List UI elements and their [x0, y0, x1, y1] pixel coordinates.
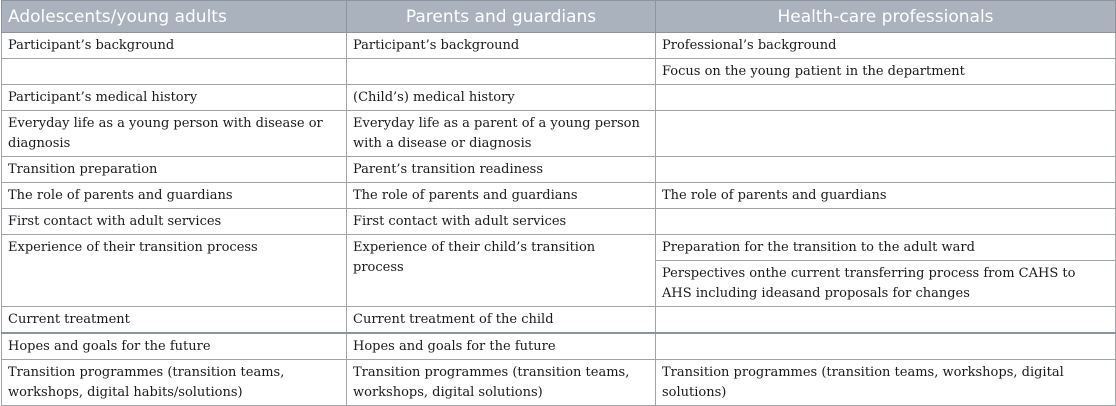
table-cell: Participant’s background — [347, 33, 656, 59]
table-cell: Experience of their child’s transition process — [347, 235, 656, 307]
table-cell: Experience of their transition process — [2, 235, 347, 307]
table-row — [2, 307, 1116, 334]
table-cell — [656, 111, 1116, 157]
table-cell — [2, 59, 347, 85]
table-cell — [656, 85, 1116, 111]
table-row — [2, 209, 1116, 235]
table-cell: The role of parents and guardians — [2, 183, 347, 209]
header-parents: Parents and guardians — [347, 1, 656, 33]
table-cell — [656, 209, 1116, 235]
table-row — [2, 360, 1116, 406]
table-cell: Participant’s medical history — [2, 85, 347, 111]
table-cell: Current treatment — [2, 307, 347, 334]
table-cell: Current treatment of the child — [347, 307, 656, 334]
table-cell: Parent’s transition readiness — [347, 157, 656, 183]
table-cell: Everyday life as a parent of a young person with a disease or diagnosis — [347, 111, 656, 157]
table-cell: The role of parents and guardians — [656, 183, 1116, 209]
table-cell: Perspectives onthe current transferring process from CAHS to AHS including ideasand proposals for changes — [656, 261, 1116, 307]
interview-guide-table — [1, 0, 1116, 406]
table-cell: Everyday life as a young person with disease or diagnosis — [2, 111, 347, 157]
table-row — [2, 59, 1116, 85]
table-cell: Focus on the young patient in the department — [656, 59, 1116, 85]
header-row — [2, 1, 1116, 33]
table-cell: Preparation for the transition to the adult ward — [656, 235, 1116, 261]
table-cell: First contact with adult services — [347, 209, 656, 235]
table-row — [2, 33, 1116, 59]
table-cell — [347, 59, 656, 85]
table-cell: (Child’s) medical history — [347, 85, 656, 111]
table-cell — [656, 157, 1116, 183]
table-row — [2, 183, 1116, 209]
table-cell — [656, 333, 1116, 360]
header-professionals: Health-care professionals — [656, 1, 1116, 33]
table-row — [2, 235, 1116, 261]
table-cell: Hopes and goals for the future — [2, 333, 347, 360]
table-cell: Transition programmes (transition teams, workshops, digital habits/solutions) — [2, 360, 347, 406]
table-row — [2, 157, 1116, 183]
table-cell: The role of parents and guardians — [347, 183, 656, 209]
table-cell: Hopes and goals for the future — [347, 333, 656, 360]
table-cell — [656, 307, 1116, 334]
table-cell: Professional’s background — [656, 33, 1116, 59]
header-adolescents: Adolescents/young adults — [2, 1, 347, 33]
table-cell: Transition preparation — [2, 157, 347, 183]
table-cell: Transition programmes (transition teams, workshops, digital solutions) — [347, 360, 656, 406]
table-row — [2, 333, 1116, 360]
table-cell: Transition programmes (transition teams, workshops, digital solutions) — [656, 360, 1116, 406]
table-row — [2, 85, 1116, 111]
table-cell: Participant’s background — [2, 33, 347, 59]
table-row — [2, 111, 1116, 157]
table-cell: First contact with adult services — [2, 209, 347, 235]
